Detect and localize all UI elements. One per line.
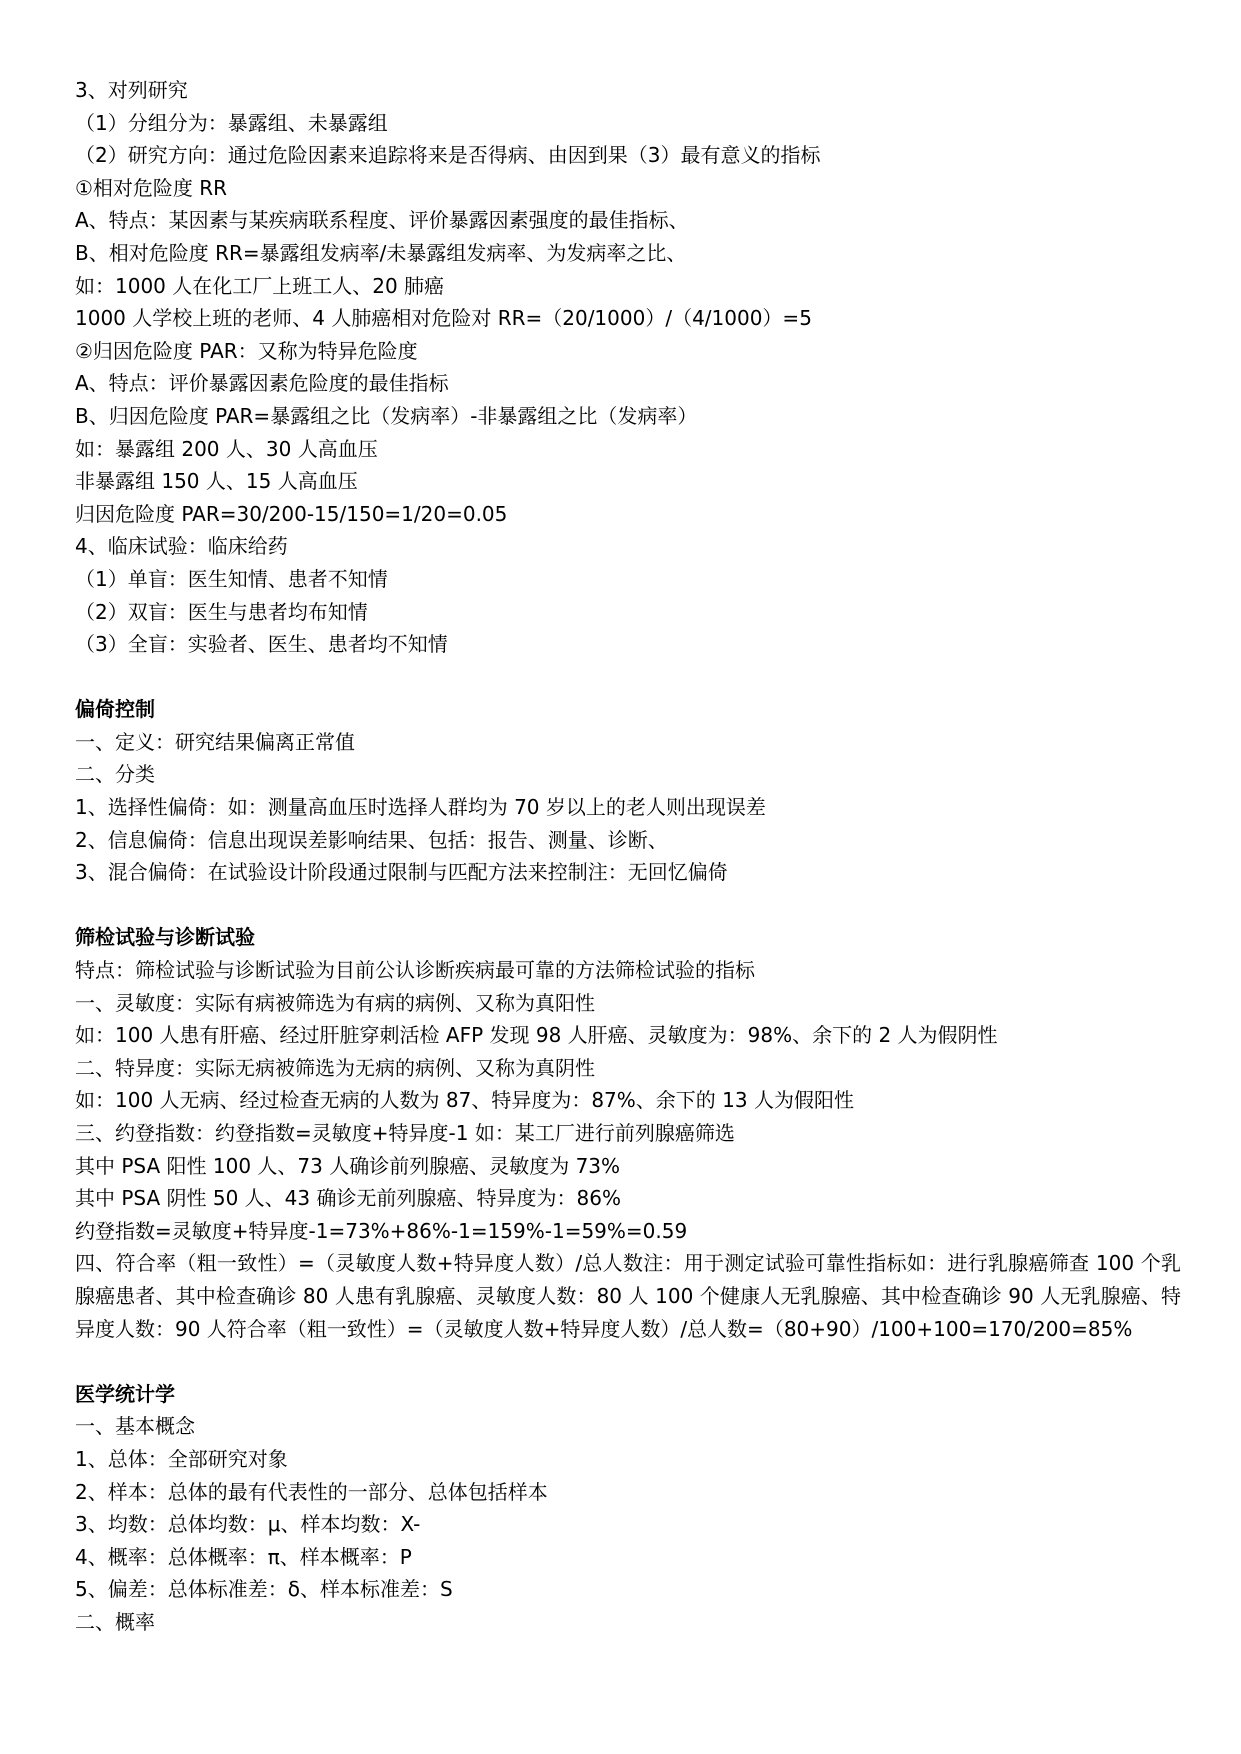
text-line: 1、总体：全部研究对象 bbox=[75, 1446, 288, 1471]
text-line: 一、定义：研究结果偏离正常值 bbox=[75, 729, 355, 754]
text-line: 其中 PSA 阳性 100 人、73 人确诊前列腺癌、灵敏度为 73% bbox=[75, 1153, 621, 1178]
cohort-section-title: 3、对列研究 bbox=[75, 78, 188, 102]
text-line: 约登指数=灵敏度+特异度-1=73%+86%-1=159%-1=59%=0.59 bbox=[75, 1218, 688, 1243]
text-line: （1）分组分为：暴露组、未暴露组 bbox=[75, 110, 388, 135]
text-line: 4、临床试验：临床给药 bbox=[75, 534, 288, 559]
text-line: A、特点：评价暴露因素危险度的最佳指标 bbox=[75, 371, 449, 396]
text-line: 二、分类 bbox=[75, 762, 155, 787]
text-line: 三、约登指数：约登指数=灵敏度+特异度-1 如：某工厂进行前列腺癌筛选 bbox=[75, 1121, 735, 1145]
text-line: 4、概率：总体概率：π、样本概率：P bbox=[75, 1544, 412, 1569]
text-line: （3）全盲：实验者、医生、患者均不知情 bbox=[75, 632, 448, 657]
text-line: （1）单盲：医生知情、患者不知情 bbox=[75, 566, 388, 591]
text-line: 1、选择性偏倚：如：测量高血压时选择人群均为 70 岁以上的老人则出现误差 bbox=[75, 795, 766, 820]
agreement-rate-paragraph: 四、符合率（粗一致性）=（灵敏度人数+特异度人数）/总人数注：用于测定试验可靠性指标如：进行乳腺癌筛查 100 个乳腺癌患者、其中检查确诊 80 人患有乳腺癌、灵敏度人数：80 人 100 个健康人无乳腺癌、其中检查确诊 90 人无乳腺癌、特异度人数：90 人符合率（粗一致性）=（灵敏度人数+特异度人数）/总人数=（80+90）/100+100=170/200=85% bbox=[75, 1251, 1181, 1341]
text-line: B、相对危险度 RR=暴露组发病率/未暴露组发病率、为发病率之比、 bbox=[75, 240, 687, 265]
section-spacer bbox=[75, 661, 1181, 694]
text-line: （2）双盲：医生与患者均布知情 bbox=[75, 599, 368, 624]
text-line: A、特点：某因素与某疾病联系程度、评价暴露因素强度的最佳指标、 bbox=[75, 208, 689, 233]
text-line: 二、特异度：实际无病被筛选为无病的病例、又称为真阴性 bbox=[75, 1055, 595, 1080]
section-spacer bbox=[75, 1345, 1181, 1378]
text-line: B、归因危险度 PAR=暴露组之比（发病率）-非暴露组之比（发病率） bbox=[75, 403, 698, 428]
text-line: 特点：筛检试验与诊断试验为目前公认诊断疾病最可靠的方法筛检试验的指标 bbox=[75, 958, 755, 983]
text-line: 3、混合偏倚：在试验设计阶段通过限制与匹配方法来控制注：无回忆偏倚 bbox=[75, 860, 728, 885]
stats-section-heading: 医学统计学 bbox=[75, 1381, 175, 1406]
text-line: 如：暴露组 200 人、30 人高血压 bbox=[75, 436, 378, 461]
text-line: 2、信息偏倚：信息出现误差影响结果、包括：报告、测量、诊断、 bbox=[75, 827, 668, 852]
text-line: ①相对危险度 RR bbox=[75, 175, 228, 200]
text-line: 5、偏差：总体标准差：δ、样本标准差：S bbox=[75, 1577, 453, 1602]
text-line: 非暴露组 150 人、15 人高血压 bbox=[75, 469, 358, 494]
text-line: 一、基本概念 bbox=[75, 1414, 195, 1439]
text-line: 如：100 人患有肝癌、经过肝脏穿刺活检 AFP 发现 98 人肝癌、灵敏度为：98%、余下的 2 人为假阴性 bbox=[75, 1023, 998, 1048]
bias-section-heading: 偏倚控制 bbox=[75, 697, 155, 722]
text-line: 如：1000 人在化工厂上班工人、20 肺癌 bbox=[75, 273, 445, 298]
section-spacer bbox=[75, 889, 1181, 922]
text-line: （2）研究方向：通过危险因素来追踪将来是否得病、由因到果（3）最有意义的指标 bbox=[75, 143, 821, 168]
text-line: 二、概率 bbox=[75, 1609, 155, 1634]
text-line: 归因危险度 PAR=30/200-15/150=1/20=0.05 bbox=[75, 501, 508, 526]
text-line: 1000 人学校上班的老师、4 人肺癌相对危险对 RR=（20/1000）/（4/1000）=5 bbox=[75, 306, 812, 331]
screening-section-heading: 筛检试验与诊断试验 bbox=[75, 925, 255, 950]
text-line: 2、样本：总体的最有代表性的一部分、总体包括样本 bbox=[75, 1479, 548, 1504]
text-line: ②归因危险度 PAR：又称为特异危险度 bbox=[75, 338, 418, 363]
text-line: 3、均数：总体均数：μ、样本均数：X- bbox=[75, 1512, 421, 1537]
text-line: 如：100 人无病、经过检查无病的人数为 87、特异度为：87%、余下的 13 人为假阳性 bbox=[75, 1088, 854, 1113]
text-line: 一、灵敏度：实际有病被筛选为有病的病例、又称为真阳性 bbox=[75, 990, 595, 1015]
text-line: 其中 PSA 阴性 50 人、43 确诊无前列腺癌、特异度为：86% bbox=[75, 1186, 621, 1211]
